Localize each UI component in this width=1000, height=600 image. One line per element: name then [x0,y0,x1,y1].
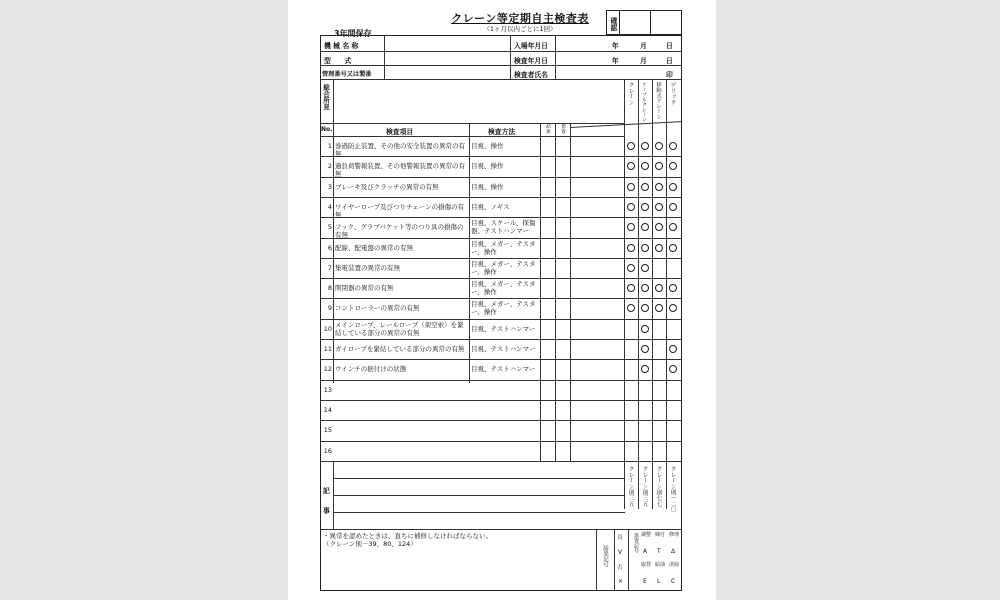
inspection-item: 配線、配電盤の異常の有無 [335,244,413,252]
divider [652,79,653,509]
applicable-mark [627,284,635,292]
measure-meaning: 締付 [655,532,666,538]
applicable-mark [669,304,677,312]
inspection-date-label: 検査年月日 [514,57,548,65]
applicable-mark [627,304,635,312]
inspector-name-label: 検査者氏名 [514,71,548,79]
notes-label-2: 事 [323,507,330,515]
row-number: 16 [323,447,332,455]
regulation-4: クレーン則一二〇 [669,466,675,513]
applicable-mark [641,284,649,292]
day-label: 日 [666,42,673,50]
month-label: 月 [640,42,647,50]
applicable-mark [669,223,677,231]
applicable-mark [627,264,635,272]
measure-meaning: 給油 [655,562,666,568]
inspection-item: ブレーキ及びクラッチの異常の有無 [335,183,439,191]
inspection-item: 開閉器の異常の有無 [335,284,394,292]
divider [614,529,615,591]
applicable-mark [655,223,663,231]
inspection-method: 目視、メガー、テスター、操作 [471,260,536,276]
measure-symbols-label: 措置記号 [633,533,639,553]
measure-symbol: C [671,578,676,585]
retention-label: 3年間保存 [334,29,372,38]
applicable-mark [669,203,677,211]
applicable-mark [655,203,663,211]
divider [333,79,334,123]
row-divider [320,380,682,381]
applicable-mark [641,365,649,373]
divider [320,65,682,66]
applicable-mark [669,345,677,353]
row-number: 2 [327,162,332,170]
applicable-mark [641,203,649,211]
divider [320,136,625,137]
applicable-mark [655,142,663,150]
repair-note: ・異常を認めたときは、直ちに補修しなければならない。 （クレーン則－39、80、124） [323,532,492,548]
inspection-method: 目視、スケール、探傷器、テストハンマー [471,219,536,235]
crane-type-derrick: デリック [669,82,675,106]
divider [628,529,629,591]
measure-symbol: Δ [671,548,676,555]
model-label: 型 式 [324,57,352,65]
applicable-mark [641,223,649,231]
result-header: 結果 [545,124,550,134]
row-divider [320,258,682,259]
applicable-mark [669,284,677,292]
inspection-method: 目視、操作 [471,142,504,150]
divider [570,123,571,461]
inspection-item: メインロープ、レールロープ（架空索）を緊結している部分の異常の有無 [335,321,464,337]
inspection-method: 目視、操作 [471,183,504,191]
inspection-method: 目視、操作 [471,162,504,170]
form-title: クレーン等定期自主検査表 [451,12,589,25]
measure-meaning: 取替 [641,562,652,568]
applicable-mark [655,244,663,252]
form-subtitle: （1ヶ月以内ごとに1回） [483,25,557,33]
inspection-method: 目視、メガー、テスター、操作 [471,240,536,256]
row-divider [320,359,682,360]
row-divider [320,420,682,421]
divider [624,79,625,509]
applicable-mark [641,244,649,252]
regulation-1: クレーン則三五 [627,466,633,507]
applicable-mark [641,304,649,312]
confirm-label: 確認 [606,10,620,35]
month-label: 月 [640,57,647,65]
year-label: 年 [612,42,619,50]
divider [666,79,667,509]
result-meaning: 否 [617,565,623,571]
crane-type-mobile: 移動式クレーン [655,82,661,120]
measure-header: 措置 [560,124,565,134]
divider [320,79,682,80]
inspection-item: フック、グラブバケット等のつり具の損傷の有無 [335,223,464,239]
regulation-2: クレーン則三五 [641,466,647,507]
row-divider [320,441,682,442]
divider [333,123,334,383]
regulation-3: クレーン則七七 [655,466,661,507]
seal-label: 印 [666,71,673,79]
measure-symbol: L [657,578,661,585]
result-symbol: × [618,578,624,585]
confirm-divider [650,10,651,35]
applicable-mark [627,223,635,231]
applicable-mark [627,162,635,170]
applicable-mark [641,325,649,333]
applicable-mark [655,304,663,312]
result-symbol: V [618,549,623,556]
row-number: 8 [327,284,332,292]
day-label: 日 [666,57,673,65]
divider [320,123,625,124]
inspection-item: ウインチの据付けの状態 [335,365,407,373]
applicable-mark [669,365,677,373]
row-number: 6 [327,244,332,252]
applicable-mark [669,244,677,252]
arrival-date-label: 入場年月日 [514,42,548,50]
applicable-mark [627,142,635,150]
no-header: No. [321,126,333,133]
inspection-item: 巻過防止装置、その他の安全装置の異常の有無 [335,142,465,158]
inspection-method: 目視、テストハンマー [471,325,536,333]
divider [555,123,556,461]
inspection-method: 目視、テストハンマー [471,345,536,353]
row-number: 4 [327,203,332,211]
row-number: 10 [323,325,332,333]
applicable-mark [655,162,663,170]
applicable-mark [669,142,677,150]
row-number: 1 [327,142,332,150]
measure-symbol: A [643,548,648,555]
overall-findings-label: 総合所見 [322,84,330,110]
row-number: 11 [323,345,332,353]
row-number: 7 [327,264,332,272]
row-number: 3 [327,183,332,191]
item-header: 検査項目 [386,128,414,136]
crane-type-crane: クレーン [627,82,633,106]
measure-symbol: T [657,548,661,555]
row-number: 9 [327,304,332,312]
row-divider [320,319,682,320]
inspection-method: 目視、テストハンマー [471,365,536,373]
measure-meaning: 調整 [641,532,652,538]
row-number: 13 [323,386,332,394]
row-divider [320,197,682,198]
applicable-mark [655,183,663,191]
divider [596,529,597,591]
measure-meaning: 清掃 [669,562,680,568]
measure-symbol: E [643,578,647,585]
row-number: 14 [323,406,332,414]
row-number: 15 [323,426,332,434]
inspection-item: コントローラーの異常の有無 [335,304,420,312]
row-divider [320,298,682,299]
row-divider [320,278,682,279]
divider [333,512,625,513]
divider [320,461,625,462]
applicable-mark [669,162,677,170]
inspection-item: 集電装置の異常の有無 [335,264,400,272]
divider [333,495,625,496]
year-label: 年 [612,57,619,65]
divider [510,35,511,79]
notes-label-1: 記 [323,487,330,495]
mgmt-number-label: 管理番号又は製番 [322,71,372,78]
divider [540,123,541,461]
applicable-mark [641,183,649,191]
applicable-mark [627,203,635,211]
applicable-mark [627,244,635,252]
inspection-method: 目視、メガー、テスター、操作 [471,280,536,296]
crane-type-cable: ケーブルクレーン [641,82,647,122]
divider [320,51,682,52]
row-number: 12 [323,365,332,373]
inspection-method: 目視、ノギス [471,203,510,211]
method-header: 検査方法 [488,128,516,136]
applicable-mark [669,183,677,191]
applicable-mark [641,264,649,272]
applicable-mark [627,183,635,191]
applicable-mark [641,142,649,150]
measure-meaning: 修理 [669,532,680,538]
applicable-mark [655,284,663,292]
divider [638,79,639,509]
result-symbols-label: 結果記号 [602,545,608,567]
divider [384,35,385,79]
row-divider [320,339,682,340]
row-number: 5 [327,223,332,231]
divider [333,478,625,479]
applicable-mark [641,345,649,353]
inspection-item: ワイヤーロープ及びつりチェーンの損傷の有無 [335,203,465,219]
inspection-method: 目視、メガー、テスター、操作 [471,300,536,316]
divider [469,123,470,383]
inspection-item: 過負荷警報装置、その他警報装置の異常の有無 [335,162,465,178]
divider [555,35,556,79]
applicable-mark [641,162,649,170]
inspection-item: ガイロープを緊結している部分の異常の有無 [335,345,465,353]
machine-name-label: 機 械 名 称 [324,42,359,50]
row-divider [320,400,682,401]
result-meaning: 良 [617,535,623,541]
